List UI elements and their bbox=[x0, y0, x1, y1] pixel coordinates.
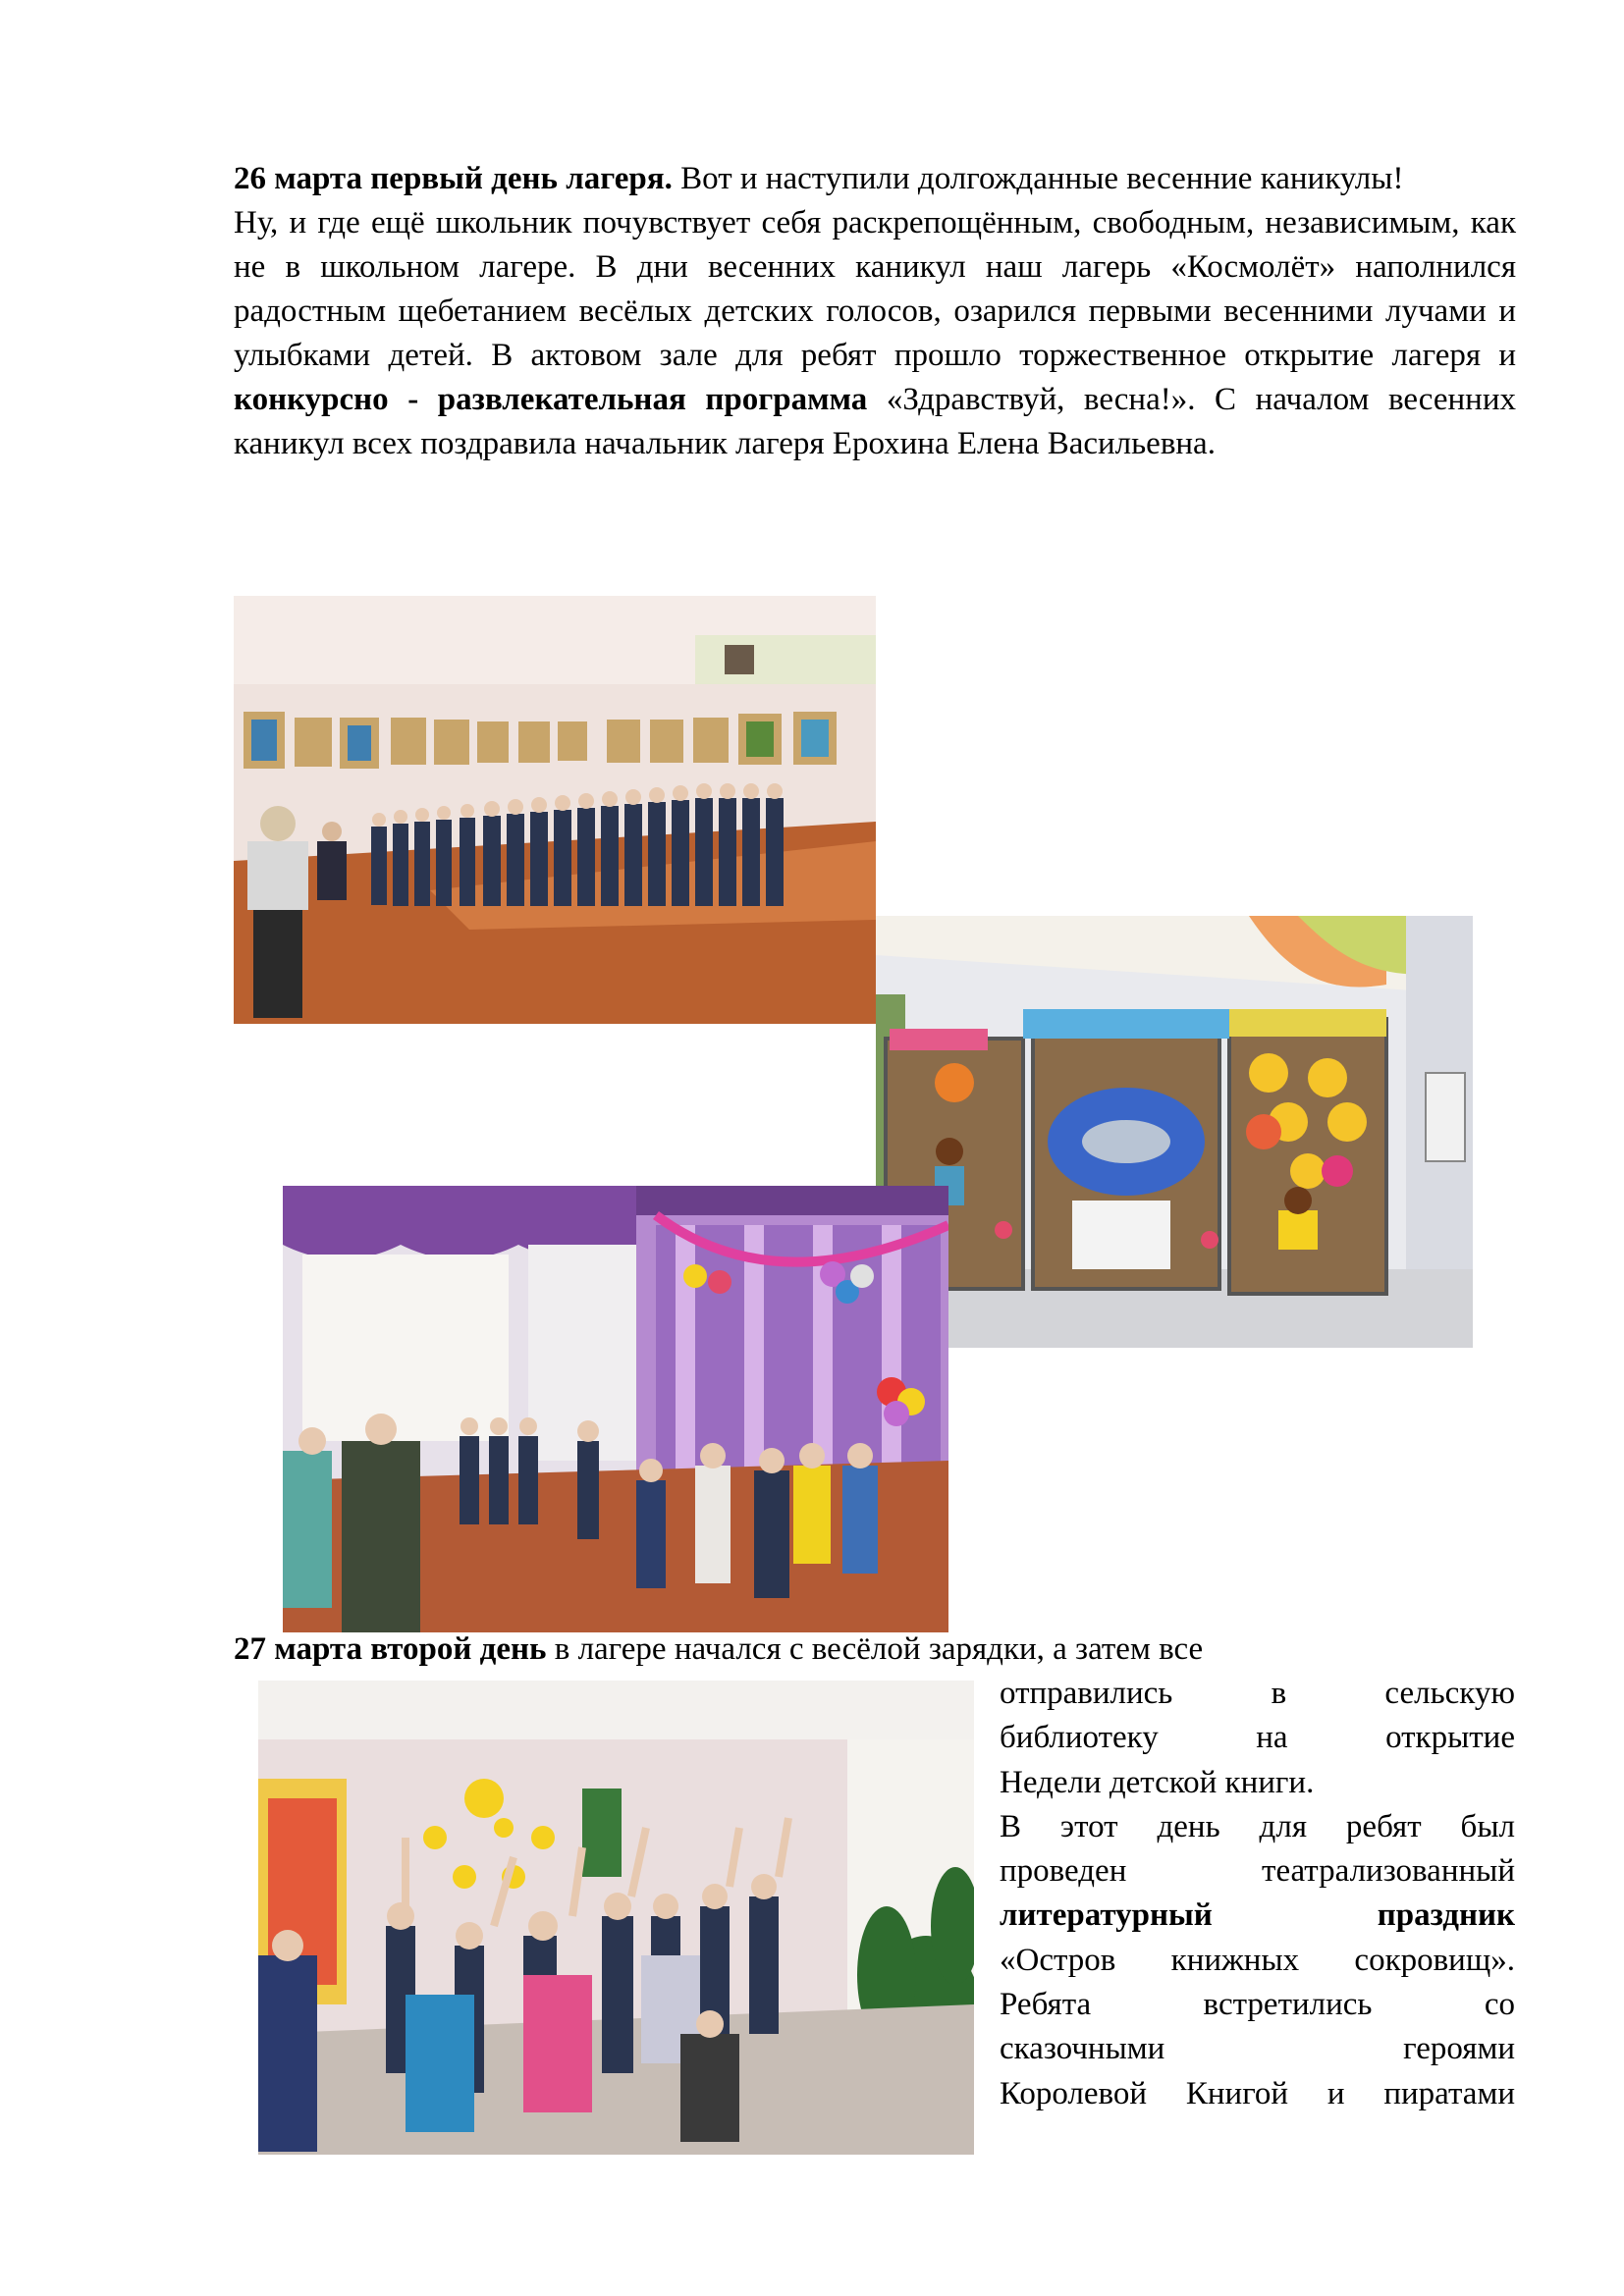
day2-line-bold: литературный праздник bbox=[1000, 1897, 1515, 1934]
day2-line: сказочными героями bbox=[1000, 2031, 1515, 2067]
day2-lead-bold: 27 марта второй день bbox=[234, 1631, 547, 1667]
day2-line: Ребята встретились со bbox=[1000, 1987, 1515, 2023]
photo-morning-exercise bbox=[258, 1681, 974, 2155]
day2-line: Королевой Книгой и пиратами bbox=[1000, 2075, 1515, 2111]
day2-line: Недели детской книги. bbox=[1000, 1764, 1315, 1800]
day1-paragraph bbox=[234, 157, 1516, 466]
day2-side-text bbox=[1000, 1672, 1515, 2116]
day1-body-1: Ну, и где ещё школьник почувствует себя раскрепощённым, свободным, независимым, как не в школьном лагере. В дни весенних каникул наш лагерь «Космолёт» наполнился радостным щебетанием весёлых детских голосов, озарился первыми весенними лучами и улыбками детей. В актовом зале для ребят прошло торжественное открытие лагеря и bbox=[234, 205, 1516, 373]
day2-line: библиотеку на открытие bbox=[1000, 1720, 1515, 1756]
day2-line: отправились в сельскую bbox=[1000, 1676, 1515, 1711]
photo-stage-dance bbox=[283, 1186, 948, 1632]
day2-line: В этот день для ребят был bbox=[1000, 1808, 1515, 1844]
day2-line: проведен театрализованный bbox=[1000, 1853, 1515, 1890]
day1-body-2: «Здравствуй, весна!». С началом весенних каникул всех поздравила начальник лагеря Ерохина Елена Васильевна. bbox=[234, 382, 1516, 461]
day1-lead-bold: 26 марта первый день лагеря. bbox=[234, 161, 673, 196]
day2-line: «Остров книжных сокровищ». bbox=[1000, 1942, 1515, 1978]
day2-lead-rest: в лагере начался с весёлой зарядки, а затем все bbox=[546, 1631, 1204, 1667]
photo-hall-opening bbox=[234, 596, 876, 1024]
day1-lead-rest: Вот и наступили долгожданные весенние каникулы! bbox=[672, 161, 1404, 196]
day2-lead bbox=[234, 1628, 1516, 1672]
day1-body-bold: конкурсно - развлекательная программа bbox=[234, 382, 868, 417]
photo-camp-posters bbox=[876, 916, 1473, 1348]
